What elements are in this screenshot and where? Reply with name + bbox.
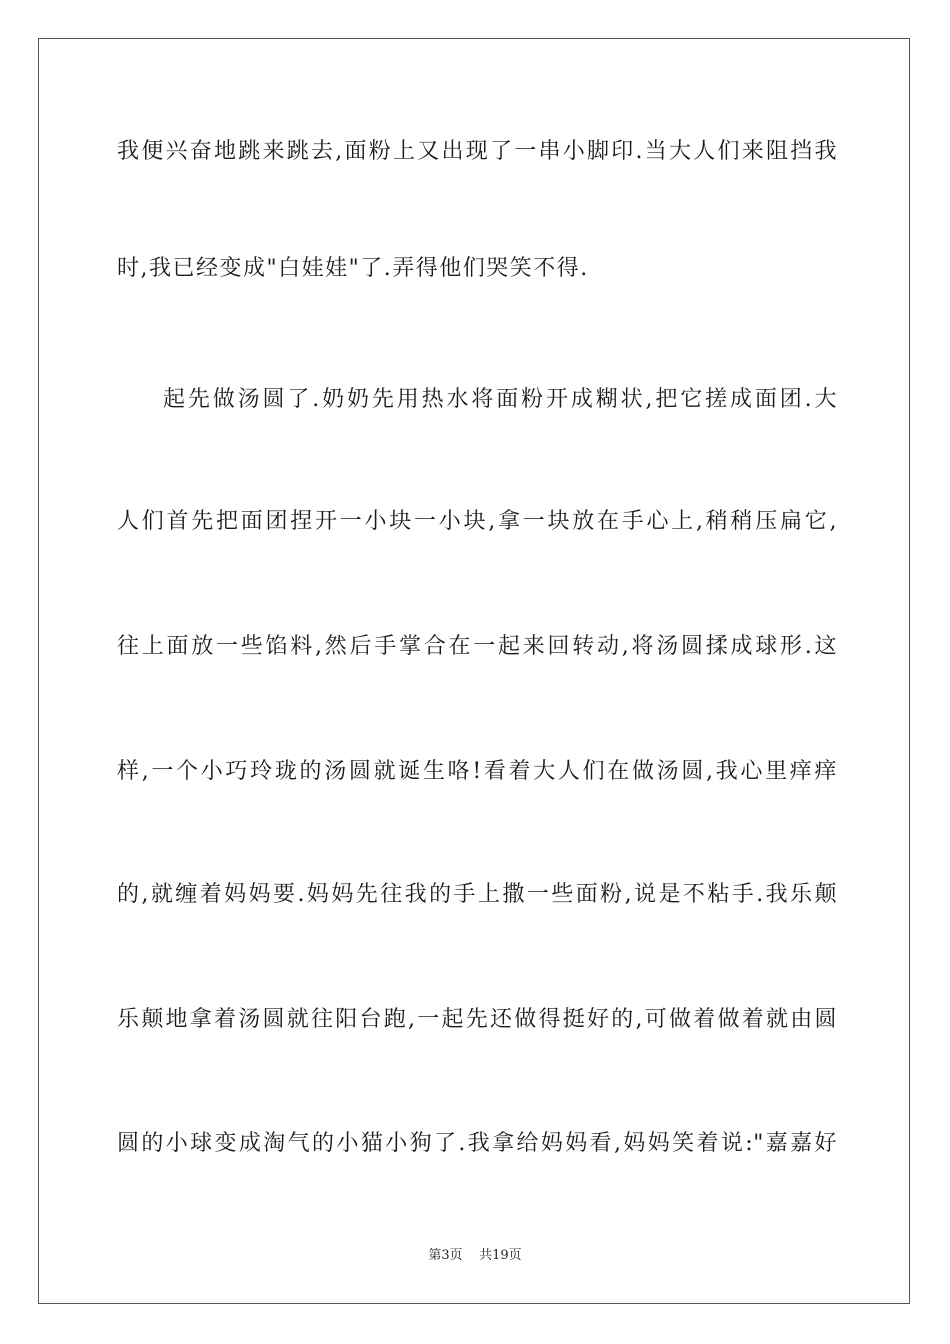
text-line: 圆的小球变成淘气的小猫小狗了.我拿给妈妈看,妈妈笑着说:"嘉嘉好: [117, 1131, 837, 1156]
page-total: 共19页: [479, 1248, 522, 1263]
text-line: 我便兴奋地跳来跳去,面粉上又出现了一串小脚印.当大人们来阻挡我: [117, 139, 837, 164]
text-line: 样,一个小巧玲珑的汤圆就诞生咯!看着大人们在做汤圆,我心里痒痒: [117, 759, 837, 784]
page-footer: [0, 1247, 950, 1265]
text-line: 人们首先把面团捏开一小块一小块,拿一块放在手心上,稍稍压扁它,: [117, 509, 837, 534]
page-number: 第3页: [428, 1248, 463, 1263]
text-line: 乐颠地拿着汤圆就往阳台跑,一起先还做得挺好的,可做着做着就由圆: [117, 1007, 837, 1032]
text-line: 时,我已经变成"白娃娃"了.弄得他们哭笑不得.: [117, 256, 589, 281]
text-line: 往上面放一些馅料,然后手掌合在一起来回转动,将汤圆揉成球形.这: [117, 634, 837, 659]
text-line: 的,就缠着妈妈要.妈妈先往我的手上撒一些面粉,说是不粘手.我乐颠: [117, 882, 837, 907]
page-border: [38, 38, 910, 1304]
paragraph-start-line: 起先做汤圆了.奶奶先用热水将面粉开成糊状,把它搓成面团.大: [163, 387, 837, 412]
